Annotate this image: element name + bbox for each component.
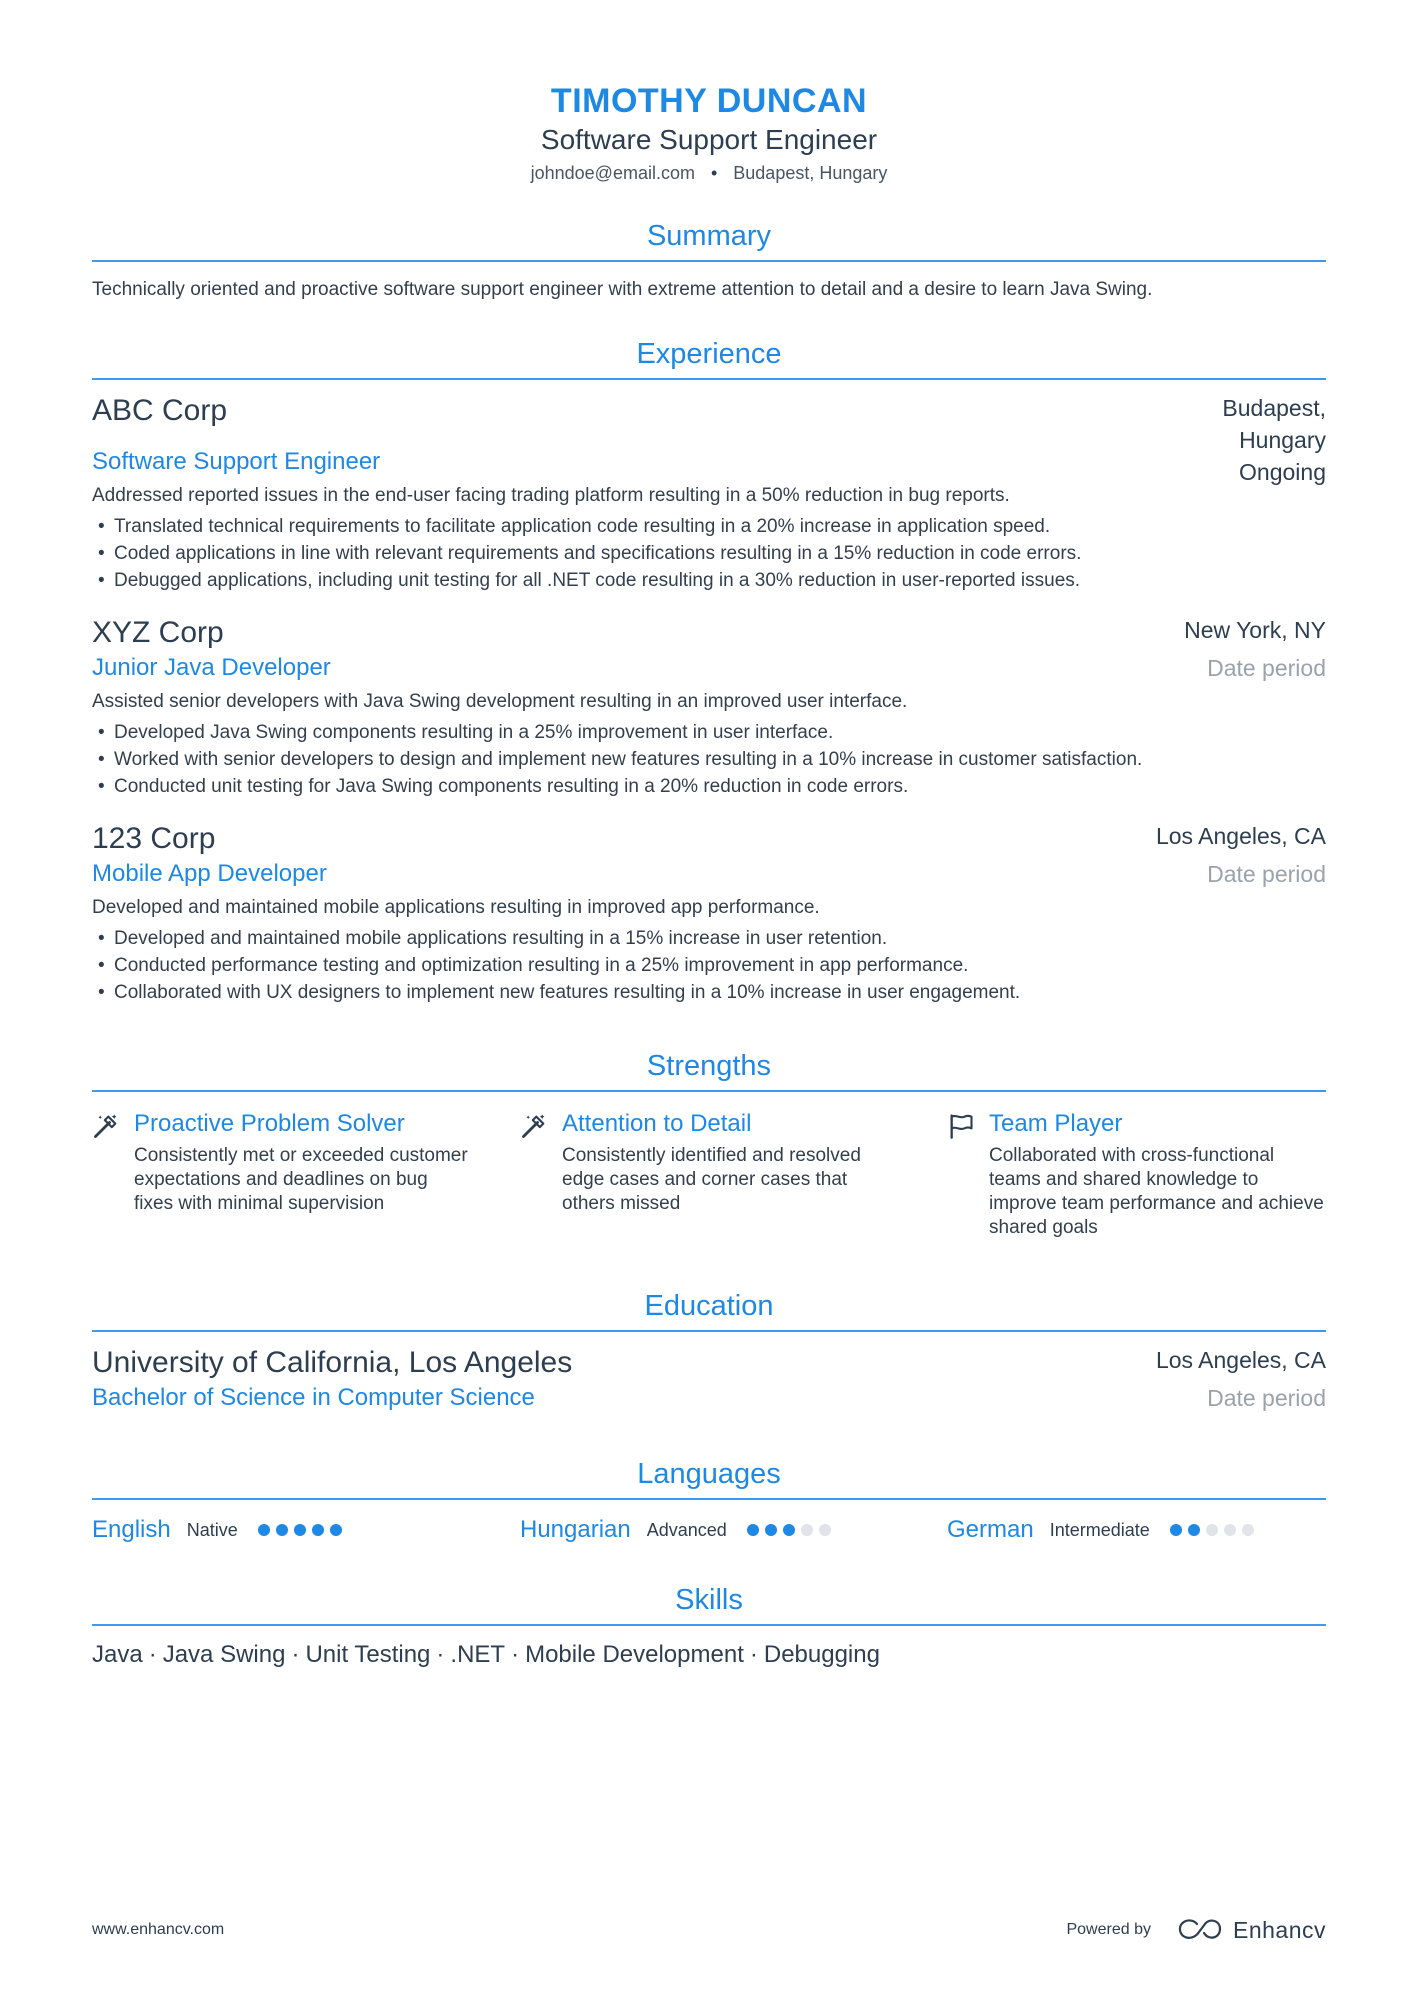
rating-dot-filled [276, 1524, 288, 1536]
strengths-heading: Strengths [92, 1046, 1326, 1092]
language-level: Native [186, 1519, 238, 1540]
contact-line [92, 160, 1326, 186]
summary-text: Technically oriented and proactive software support engineer with extreme attention to detail and a desire to learn Java Swing. [92, 279, 1153, 300]
summary-section [92, 216, 1326, 304]
job-role: Software Support Engineer [92, 448, 381, 475]
education-date: Date period [1207, 1385, 1326, 1411]
strength-text: Consistently identified and resolved edge cases and corner cases that others missed [562, 1145, 861, 1214]
language-name: Hungarian [520, 1516, 631, 1543]
skill-separator: · [291, 1641, 300, 1668]
candidate-title: Software Support Engineer [540, 124, 878, 155]
language-level: Advanced [646, 1519, 727, 1540]
powered-by-label: Powered by [1066, 1921, 1151, 1938]
job-bullet: • Translated technical requirements to facilitate application code resulting in a 20% increase in application speed. [92, 513, 1326, 540]
rating-dot-filled [747, 1524, 759, 1536]
job-location [1222, 392, 1326, 456]
magic-wand-icon [92, 1112, 120, 1140]
job-location: New York, NY [1184, 617, 1326, 643]
summary-heading: Summary [92, 216, 1326, 262]
languages-row [92, 1512, 1326, 1552]
job-entry [92, 820, 1326, 1006]
language-item [947, 1512, 1254, 1548]
skill-item: .NET [450, 1641, 506, 1668]
job-bullet: • Debugged applications, including unit testing for all .NET code resulting in a 30% reduction in user-reported issues. [92, 567, 1326, 594]
skill-separator: · [749, 1641, 758, 1668]
job-bullet: • Conducted performance testing and optimization resulting in a 25% improvement in app performance. [92, 952, 1326, 979]
skills-section [92, 1580, 1326, 1672]
skill-separator: · [148, 1641, 157, 1668]
rating-dot-empty [801, 1524, 813, 1536]
strength-title: Team Player [989, 1110, 1123, 1137]
flag-icon [947, 1112, 975, 1140]
job-date: Date period [1207, 861, 1326, 887]
language-name: German [947, 1516, 1034, 1543]
job-description: Assisted senior developers with Java Swing development resulting in an improved user interface. [92, 691, 908, 712]
language-name: English [92, 1516, 171, 1543]
strength-item [92, 1108, 472, 1216]
experience-heading: Experience [92, 334, 1326, 380]
rating-dot-filled [258, 1524, 270, 1536]
job-bullets [92, 513, 1326, 594]
education-section [92, 1286, 1326, 1414]
skill-separator: · [511, 1641, 520, 1668]
languages-heading: Languages [92, 1454, 1326, 1500]
job-bullet: • Developed and maintained mobile applications resulting in a 15% increase in user retention. [92, 925, 1326, 952]
location-text: Budapest, Hungary [733, 163, 888, 183]
job-entry [92, 392, 1326, 594]
strengths-section [92, 1046, 1326, 1268]
strength-title: Proactive Problem Solver [134, 1110, 405, 1137]
languages-section [92, 1454, 1326, 1552]
job-role: Mobile App Developer [92, 860, 327, 887]
skill-separator: · [436, 1641, 445, 1668]
job-bullet: • Coded applications in line with relevant requirements and specifications resulting in a 15% reduction in code errors. [92, 540, 1326, 567]
rating-dot-empty [1242, 1524, 1254, 1536]
job-location: Los Angeles, CA [1155, 823, 1326, 849]
language-item [520, 1512, 831, 1548]
experience-section [92, 334, 1326, 1006]
language-level: Intermediate [1049, 1519, 1150, 1540]
powered-by [1066, 1915, 1326, 1945]
job-entry [92, 614, 1326, 800]
job-bullets [92, 925, 1326, 1006]
rating-dot-filled [1188, 1524, 1200, 1536]
skill-item: Java [92, 1641, 143, 1668]
skills-heading: Skills [92, 1580, 1326, 1626]
skills-list [92, 1638, 1326, 1672]
rating-dot-empty [1206, 1524, 1218, 1536]
rating-dot-filled [765, 1524, 777, 1536]
education-location: Los Angeles, CA [1155, 1347, 1326, 1373]
language-rating [747, 1524, 831, 1536]
job-date: Date period [1207, 655, 1326, 681]
job-company: XYZ Corp [92, 616, 224, 649]
education-school: University of California, Los Angeles [92, 1346, 573, 1379]
rating-dot-filled [294, 1524, 306, 1536]
strength-item [947, 1108, 1327, 1240]
language-item [92, 1512, 342, 1548]
rating-dot-empty [819, 1524, 831, 1536]
language-rating [258, 1524, 342, 1536]
job-company: 123 Corp [92, 822, 216, 855]
strengths-grid [92, 1108, 1326, 1268]
job-company: ABC Corp [92, 394, 228, 427]
job-role: Junior Java Developer [92, 654, 331, 681]
strength-text: Collaborated with cross-functional teams and shared knowledge to improve team performance and achieve shared goals [989, 1145, 1324, 1238]
education-degree: Bachelor of Science in Computer Science [92, 1384, 535, 1411]
job-bullet: • Conducted unit testing for Java Swing components resulting in a 20% reduction in code errors. [92, 773, 1326, 800]
job-bullet: • Developed Java Swing components resulting in a 25% improvement in user interface. [92, 719, 1326, 746]
skill-item: Debugging [763, 1641, 880, 1668]
strength-text: Consistently met or exceeded customer expectations and deadlines on bug fixes with minimal supervision [134, 1145, 468, 1214]
resume-header [92, 0, 1326, 186]
rating-dot-filled [1170, 1524, 1182, 1536]
education-heading: Education [92, 1286, 1326, 1332]
rating-dot-empty [1224, 1524, 1236, 1536]
email-text[interactable]: johndoe@email.com [530, 163, 695, 183]
language-rating [1170, 1524, 1254, 1536]
magic-wand-icon [520, 1112, 548, 1140]
job-bullets [92, 719, 1326, 800]
job-description: Addressed reported issues in the end-user facing trading platform resulting in a 50% reduction in bug reports. [92, 485, 1010, 506]
rating-dot-filled [783, 1524, 795, 1536]
job-location-line: Hungary [1239, 427, 1326, 453]
job-bullet: • Collaborated with UX designers to implement new features resulting in a 10% increase in user engagement. [92, 979, 1326, 1006]
education-entry [92, 1344, 1326, 1414]
job-date: Ongoing [1239, 459, 1326, 485]
strength-item [520, 1108, 900, 1216]
skill-item: Mobile Development [525, 1641, 744, 1668]
candidate-name: TIMOTHY DUNCAN [550, 82, 868, 120]
job-bullet: • Worked with senior developers to design and implement new features resulting in a 10% increase in customer satisfaction. [92, 746, 1326, 773]
skill-item: Unit Testing [305, 1641, 431, 1668]
rating-dot-filled [312, 1524, 324, 1536]
rating-dot-filled [330, 1524, 342, 1536]
job-location-line: Budapest, [1222, 395, 1326, 421]
job-description: Developed and maintained mobile applications resulting in improved app performance. [92, 897, 820, 918]
resume-page [92, 0, 1326, 1995]
separator-dot: • [710, 163, 718, 183]
enhancv-logo-icon[interactable] [1177, 1918, 1223, 1942]
skill-item: Java Swing [162, 1641, 286, 1668]
strength-title: Attention to Detail [562, 1110, 752, 1137]
page-footer [92, 1915, 1326, 1945]
brand-name: Enhancv [1232, 1916, 1326, 1943]
website-link[interactable]: www.enhancv.com [92, 1921, 225, 1938]
